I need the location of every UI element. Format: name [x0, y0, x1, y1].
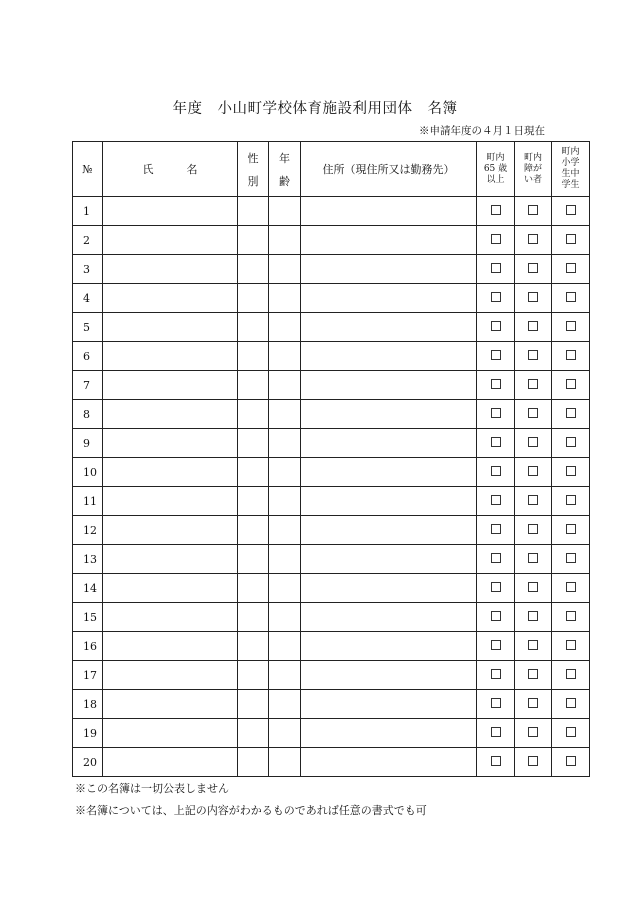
senior-checkbox-cell	[477, 458, 515, 487]
name-cell[interactable]	[103, 226, 238, 255]
senior-checkbox-cell	[477, 545, 515, 574]
disabled-checkbox-cell	[515, 197, 552, 226]
name-cell[interactable]	[103, 342, 238, 371]
table-row	[73, 342, 590, 371]
senior-checkbox[interactable]	[491, 466, 501, 476]
age-cell[interactable]	[269, 516, 301, 545]
gender-cell[interactable]	[238, 458, 269, 487]
senior-checkbox-cell	[477, 690, 515, 719]
senior-checkbox-cell	[477, 719, 515, 748]
student-checkbox[interactable]	[566, 582, 576, 592]
gender-cell[interactable]	[238, 197, 269, 226]
student-checkbox[interactable]	[566, 205, 576, 215]
senior-checkbox-cell	[477, 226, 515, 255]
student-checkbox-cell	[552, 516, 590, 545]
disabled-checkbox[interactable]	[528, 205, 538, 215]
row-number: 12	[73, 516, 103, 545]
student-checkbox-cell	[552, 197, 590, 226]
disabled-checkbox-cell	[515, 545, 552, 574]
address-cell[interactable]	[301, 284, 477, 313]
table-row	[73, 255, 590, 284]
senior-checkbox[interactable]	[491, 263, 501, 273]
header-senior-line-3: 以上	[486, 174, 505, 185]
header-student-line-4: 学生	[561, 180, 580, 190]
table-row	[73, 313, 590, 342]
gender-cell[interactable]	[238, 719, 269, 748]
header-name-char-2: 名	[186, 163, 198, 176]
disabled-checkbox[interactable]	[528, 466, 538, 476]
senior-checkbox-cell	[477, 574, 515, 603]
footnote-format: ※名簿については、上記の内容がわかるものであれば任意の書式でも可	[75, 804, 427, 817]
disabled-checkbox-cell	[515, 661, 552, 690]
disabled-checkbox[interactable]	[528, 698, 538, 708]
table-row	[73, 458, 590, 487]
senior-checkbox-cell	[477, 748, 515, 777]
senior-checkbox[interactable]	[491, 727, 501, 737]
address-cell[interactable]	[301, 255, 477, 284]
student-checkbox-cell	[552, 487, 590, 516]
gender-cell[interactable]	[238, 342, 269, 371]
table-row	[73, 603, 590, 632]
address-cell[interactable]	[301, 400, 477, 429]
disabled-checkbox[interactable]	[528, 727, 538, 737]
gender-cell[interactable]	[238, 487, 269, 516]
disabled-checkbox[interactable]	[528, 321, 538, 331]
student-checkbox[interactable]	[566, 321, 576, 331]
student-checkbox-cell	[552, 313, 590, 342]
name-cell[interactable]	[103, 516, 238, 545]
table-row	[73, 719, 590, 748]
gender-cell[interactable]	[238, 255, 269, 284]
gender-cell[interactable]	[238, 690, 269, 719]
header-age-char-1: 年	[279, 151, 290, 165]
disabled-checkbox[interactable]	[528, 437, 538, 447]
senior-checkbox-cell	[477, 342, 515, 371]
gender-cell[interactable]	[238, 748, 269, 777]
name-cell[interactable]	[103, 400, 238, 429]
student-checkbox[interactable]	[566, 698, 576, 708]
age-cell[interactable]	[269, 690, 301, 719]
gender-cell[interactable]	[238, 574, 269, 603]
roster-body	[73, 197, 590, 777]
row-number: 7	[73, 371, 103, 400]
senior-checkbox[interactable]	[491, 350, 501, 360]
address-cell[interactable]	[301, 719, 477, 748]
table-row	[73, 284, 590, 313]
senior-checkbox-cell	[477, 255, 515, 284]
header-gender	[238, 142, 269, 197]
gender-cell[interactable]	[238, 545, 269, 574]
header-number: №	[73, 142, 103, 197]
disabled-checkbox-cell	[515, 516, 552, 545]
name-cell[interactable]	[103, 429, 238, 458]
name-cell[interactable]	[103, 690, 238, 719]
student-checkbox[interactable]	[566, 350, 576, 360]
student-checkbox[interactable]	[566, 669, 576, 679]
student-checkbox[interactable]	[566, 727, 576, 737]
row-number: 5	[73, 313, 103, 342]
disabled-checkbox-cell	[515, 458, 552, 487]
row-number: 6	[73, 342, 103, 371]
row-number: 16	[73, 632, 103, 661]
row-number: 3	[73, 255, 103, 284]
age-cell[interactable]	[269, 226, 301, 255]
address-cell[interactable]	[301, 371, 477, 400]
address-cell[interactable]	[301, 197, 477, 226]
name-cell[interactable]	[103, 284, 238, 313]
gender-cell[interactable]	[238, 661, 269, 690]
address-cell[interactable]	[301, 661, 477, 690]
disabled-checkbox-cell	[515, 371, 552, 400]
row-number: 20	[73, 748, 103, 777]
disabled-checkbox-cell	[515, 429, 552, 458]
address-cell[interactable]	[301, 313, 477, 342]
row-number: 13	[73, 545, 103, 574]
age-cell[interactable]	[269, 284, 301, 313]
senior-checkbox[interactable]	[491, 437, 501, 447]
student-checkbox[interactable]	[566, 640, 576, 650]
senior-checkbox[interactable]	[491, 408, 501, 418]
disabled-checkbox-cell	[515, 632, 552, 661]
age-cell[interactable]	[269, 632, 301, 661]
age-cell[interactable]	[269, 545, 301, 574]
student-checkbox-cell	[552, 342, 590, 371]
disabled-checkbox[interactable]	[528, 408, 538, 418]
row-number: 9	[73, 429, 103, 458]
student-checkbox-cell	[552, 632, 590, 661]
header-disabled-resident	[515, 142, 552, 197]
table-row	[73, 632, 590, 661]
header-disabled-line-2: 障が	[523, 163, 542, 174]
table-row	[73, 371, 590, 400]
student-checkbox-cell	[552, 690, 590, 719]
disabled-checkbox-cell	[515, 719, 552, 748]
name-cell[interactable]	[103, 371, 238, 400]
address-cell[interactable]	[301, 748, 477, 777]
table-row	[73, 661, 590, 690]
senior-checkbox[interactable]	[491, 321, 501, 331]
name-cell[interactable]	[103, 748, 238, 777]
row-number: 19	[73, 719, 103, 748]
senior-checkbox[interactable]	[491, 640, 501, 650]
student-checkbox[interactable]	[566, 437, 576, 447]
senior-checkbox-cell	[477, 313, 515, 342]
senior-checkbox[interactable]	[491, 611, 501, 621]
row-number: 4	[73, 284, 103, 313]
disabled-checkbox-cell	[515, 400, 552, 429]
header-student-resident	[552, 142, 590, 197]
gender-cell[interactable]	[238, 284, 269, 313]
page-title: 年度 小山町学校体育施設利用団体 名簿	[172, 101, 458, 117]
disabled-checkbox-cell	[515, 603, 552, 632]
senior-checkbox[interactable]	[491, 495, 501, 505]
table-row	[73, 400, 590, 429]
age-cell[interactable]	[269, 342, 301, 371]
row-number: 14	[73, 574, 103, 603]
student-checkbox-cell	[552, 574, 590, 603]
name-cell[interactable]	[103, 719, 238, 748]
senior-checkbox[interactable]	[491, 524, 501, 534]
student-checkbox[interactable]	[566, 466, 576, 476]
row-number: 17	[73, 661, 103, 690]
student-checkbox-cell	[552, 284, 590, 313]
disabled-checkbox[interactable]	[528, 756, 538, 766]
disabled-checkbox-cell	[515, 574, 552, 603]
header-age-char-2: 齢	[279, 174, 290, 188]
student-checkbox[interactable]	[566, 524, 576, 534]
address-cell[interactable]	[301, 487, 477, 516]
header-senior-resident	[477, 142, 515, 197]
name-cell[interactable]	[103, 487, 238, 516]
gender-cell[interactable]	[238, 429, 269, 458]
header-senior-line-1: 町内	[486, 152, 505, 163]
header-disabled-line-1: 町内	[523, 152, 542, 163]
student-checkbox[interactable]	[566, 408, 576, 418]
disabled-checkbox[interactable]	[528, 379, 538, 389]
gender-cell[interactable]	[238, 313, 269, 342]
disabled-checkbox[interactable]	[528, 350, 538, 360]
table-row	[73, 748, 590, 777]
table-row	[73, 574, 590, 603]
address-cell[interactable]	[301, 603, 477, 632]
age-cell[interactable]	[269, 197, 301, 226]
disabled-checkbox[interactable]	[528, 263, 538, 273]
row-number: 1	[73, 197, 103, 226]
student-checkbox-cell	[552, 458, 590, 487]
table-row	[73, 487, 590, 516]
row-number: 18	[73, 690, 103, 719]
table-row	[73, 429, 590, 458]
address-cell[interactable]	[301, 226, 477, 255]
student-checkbox[interactable]	[566, 553, 576, 563]
header-name	[103, 142, 238, 197]
student-checkbox[interactable]	[566, 292, 576, 302]
senior-checkbox-cell	[477, 516, 515, 545]
gender-cell[interactable]	[238, 603, 269, 632]
gender-cell[interactable]	[238, 516, 269, 545]
name-cell[interactable]	[103, 313, 238, 342]
senior-checkbox[interactable]	[491, 205, 501, 215]
row-number: 15	[73, 603, 103, 632]
header-student-line-3: 生中	[561, 169, 580, 179]
header-student-line-2: 小学	[561, 158, 580, 168]
senior-checkbox-cell	[477, 371, 515, 400]
name-cell[interactable]	[103, 255, 238, 284]
row-number: 10	[73, 458, 103, 487]
student-checkbox[interactable]	[566, 379, 576, 389]
age-cell[interactable]	[269, 487, 301, 516]
student-checkbox[interactable]	[566, 756, 576, 766]
senior-checkbox[interactable]	[491, 553, 501, 563]
student-checkbox-cell	[552, 255, 590, 284]
student-checkbox-cell	[552, 545, 590, 574]
senior-checkbox-cell	[477, 400, 515, 429]
disabled-checkbox[interactable]	[528, 582, 538, 592]
senior-checkbox[interactable]	[491, 582, 501, 592]
senior-checkbox-cell	[477, 632, 515, 661]
address-cell[interactable]	[301, 545, 477, 574]
student-checkbox-cell	[552, 400, 590, 429]
address-cell[interactable]	[301, 458, 477, 487]
disabled-checkbox[interactable]	[528, 611, 538, 621]
address-cell[interactable]	[301, 574, 477, 603]
age-cell[interactable]	[269, 719, 301, 748]
age-cell[interactable]	[269, 313, 301, 342]
disabled-checkbox[interactable]	[528, 292, 538, 302]
disabled-checkbox[interactable]	[528, 234, 538, 244]
table-row	[73, 545, 590, 574]
address-cell[interactable]	[301, 342, 477, 371]
disabled-checkbox[interactable]	[528, 553, 538, 563]
senior-checkbox[interactable]	[491, 698, 501, 708]
senior-checkbox[interactable]	[491, 669, 501, 679]
disabled-checkbox-cell	[515, 226, 552, 255]
age-cell[interactable]	[269, 458, 301, 487]
address-cell[interactable]	[301, 516, 477, 545]
name-cell[interactable]	[103, 197, 238, 226]
senior-checkbox-cell	[477, 197, 515, 226]
student-checkbox-cell	[552, 226, 590, 255]
student-checkbox-cell	[552, 719, 590, 748]
senior-checkbox[interactable]	[491, 379, 501, 389]
table-row	[73, 226, 590, 255]
header-name-char-1: 氏	[142, 163, 154, 176]
header-gender-char-1: 性	[247, 151, 259, 165]
senior-checkbox-cell	[477, 661, 515, 690]
header-disabled-line-3: い者	[523, 174, 542, 185]
name-cell[interactable]	[103, 632, 238, 661]
senior-checkbox[interactable]	[491, 756, 501, 766]
disabled-checkbox-cell	[515, 284, 552, 313]
header-student-line-1: 町内	[561, 147, 580, 157]
gender-cell[interactable]	[238, 226, 269, 255]
address-cell[interactable]	[301, 690, 477, 719]
disabled-checkbox[interactable]	[528, 640, 538, 650]
age-cell[interactable]	[269, 603, 301, 632]
senior-checkbox-cell	[477, 429, 515, 458]
senior-checkbox-cell	[477, 487, 515, 516]
disabled-checkbox[interactable]	[528, 669, 538, 679]
header-gender-char-2: 別	[247, 174, 259, 188]
header-senior-line-2: 65 歳	[483, 163, 508, 174]
reference-date-note: ※申請年度の４月１日現在	[419, 125, 545, 137]
disabled-checkbox-cell	[515, 690, 552, 719]
name-cell[interactable]	[103, 545, 238, 574]
disabled-checkbox[interactable]	[528, 524, 538, 534]
name-cell[interactable]	[103, 574, 238, 603]
disabled-checkbox-cell	[515, 255, 552, 284]
name-cell[interactable]	[103, 661, 238, 690]
senior-checkbox-cell	[477, 284, 515, 313]
row-number: 11	[73, 487, 103, 516]
disabled-checkbox-cell	[515, 313, 552, 342]
member-roster-table	[72, 141, 590, 777]
student-checkbox-cell	[552, 371, 590, 400]
student-checkbox[interactable]	[566, 234, 576, 244]
address-cell[interactable]	[301, 429, 477, 458]
gender-cell[interactable]	[238, 632, 269, 661]
table-header-row	[73, 142, 590, 197]
senior-checkbox[interactable]	[491, 292, 501, 302]
age-cell[interactable]	[269, 661, 301, 690]
table-row	[73, 690, 590, 719]
row-number: 2	[73, 226, 103, 255]
gender-cell[interactable]	[238, 371, 269, 400]
disabled-checkbox-cell	[515, 342, 552, 371]
age-cell[interactable]	[269, 255, 301, 284]
age-cell[interactable]	[269, 371, 301, 400]
disabled-checkbox-cell	[515, 487, 552, 516]
row-number: 8	[73, 400, 103, 429]
table-row	[73, 197, 590, 226]
gender-cell[interactable]	[238, 400, 269, 429]
age-cell[interactable]	[269, 748, 301, 777]
disabled-checkbox[interactable]	[528, 495, 538, 505]
header-age	[269, 142, 301, 197]
name-cell[interactable]	[103, 603, 238, 632]
student-checkbox[interactable]	[566, 263, 576, 273]
name-cell[interactable]	[103, 458, 238, 487]
student-checkbox[interactable]	[566, 495, 576, 505]
disabled-checkbox-cell	[515, 748, 552, 777]
student-checkbox-cell	[552, 429, 590, 458]
senior-checkbox[interactable]	[491, 234, 501, 244]
address-cell[interactable]	[301, 632, 477, 661]
age-cell[interactable]	[269, 400, 301, 429]
age-cell[interactable]	[269, 574, 301, 603]
student-checkbox-cell	[552, 661, 590, 690]
footnote-privacy: ※この名簿は一切公表しません	[75, 782, 229, 795]
table-row	[73, 516, 590, 545]
student-checkbox-cell	[552, 603, 590, 632]
student-checkbox-cell	[552, 748, 590, 777]
age-cell[interactable]	[269, 429, 301, 458]
senior-checkbox-cell	[477, 603, 515, 632]
student-checkbox[interactable]	[566, 611, 576, 621]
header-address: 住所（現住所又は勤務先）	[301, 142, 477, 197]
